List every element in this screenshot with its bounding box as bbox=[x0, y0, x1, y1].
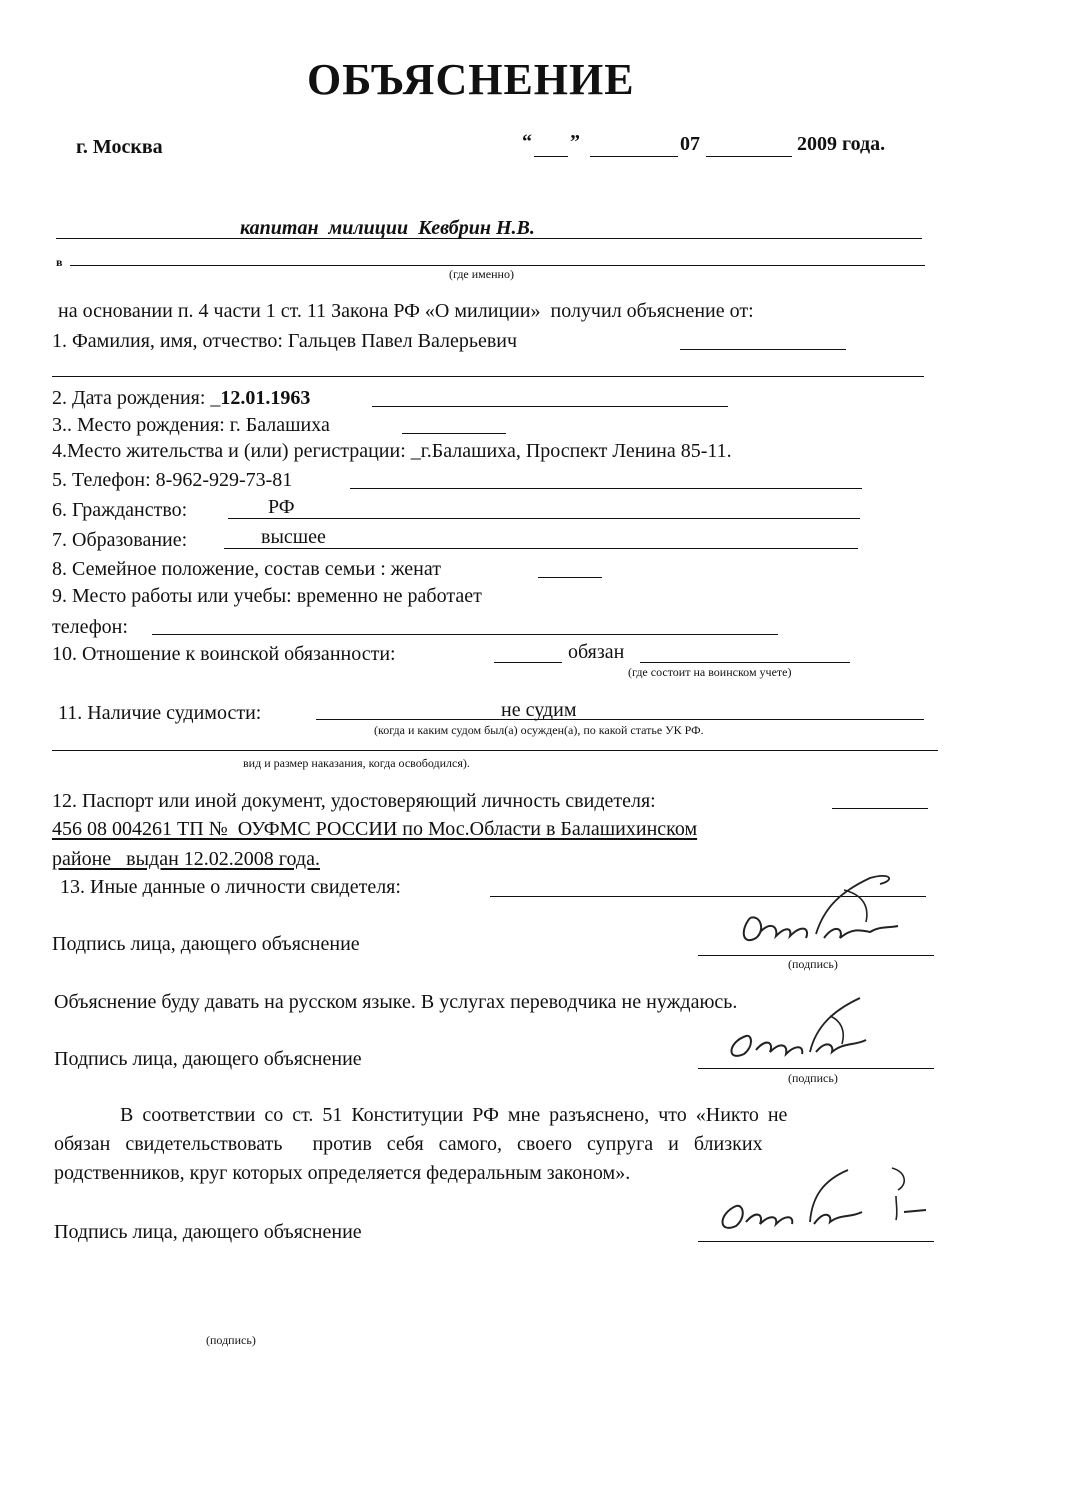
field-11-record-value: не судим bbox=[501, 699, 577, 721]
field-1-line-2 bbox=[52, 376, 924, 377]
date-close-quote: ” bbox=[570, 131, 580, 153]
signature-hint-1: (подпись) bbox=[788, 957, 838, 971]
field-12-document-line-2: районе выдан 12.02.2008 года. bbox=[52, 848, 320, 870]
handwritten-signature-3 bbox=[700, 1154, 930, 1244]
field-10-military-label: 10. Отношение к воинской обязанности: bbox=[52, 643, 396, 665]
field-10-military-value: обязан bbox=[568, 641, 625, 663]
handwritten-signature-2 bbox=[706, 990, 906, 1070]
place-line bbox=[70, 265, 925, 266]
date-open-quote: “ bbox=[522, 131, 532, 153]
field-3-birth-place: 3.. Место рождения: г. Балашиха bbox=[52, 414, 330, 436]
signature-label-2: Подпись лица, дающего объяснение bbox=[54, 1048, 362, 1070]
signature-line-1 bbox=[698, 955, 934, 956]
signature-line-2 bbox=[698, 1068, 934, 1069]
field-2-line bbox=[372, 406, 728, 407]
field-2-birth-date: 2. Дата рождения: _12.01.1963 bbox=[52, 387, 311, 409]
officer-name: капитан милиции Кевбрин Н.В. bbox=[240, 217, 535, 239]
field-1-line bbox=[680, 349, 846, 350]
field-10-line bbox=[640, 662, 850, 663]
officer-line bbox=[56, 238, 922, 239]
date-month-line-left bbox=[590, 156, 678, 157]
date-month: 07 bbox=[680, 133, 700, 155]
field-10-line-short bbox=[494, 662, 562, 663]
field-12-document-label: 12. Паспорт или иной документ, удостоверяющий личность свидетеля: bbox=[52, 790, 656, 812]
signature-label-1: Подпись лица, дающего объяснение bbox=[52, 933, 360, 955]
date-month-line-right bbox=[706, 156, 792, 157]
field-6-line bbox=[228, 518, 860, 519]
field-12-document-line-1: 456 08 004261 ТП № ОУФМС РОССИИ по Мос.Области в Балашихинском bbox=[52, 818, 698, 840]
signature-line-3 bbox=[698, 1241, 934, 1242]
handwritten-signature-1 bbox=[720, 868, 930, 958]
field-12-line bbox=[832, 808, 928, 809]
city: г. Москва bbox=[76, 136, 163, 158]
field-5-line bbox=[350, 488, 862, 489]
field-11-line bbox=[316, 719, 924, 720]
field-8-family: 8. Семейное положение, состав семьи : женат bbox=[52, 558, 441, 580]
field-1-full-name: 1. Фамилия, имя, отчество: Гальцев Павел Валерьевич bbox=[52, 330, 518, 352]
place-prefix: в bbox=[56, 255, 63, 269]
field-7-line bbox=[224, 548, 858, 549]
field-6-citizenship-label: 6. Гражданство: bbox=[52, 499, 193, 521]
constitution-line-3: родственников, круг которых определяется федеральным законом». bbox=[54, 1162, 631, 1184]
field-4-residence: 4.Место жительства и (или) регистрации: _г.Балашиха, Проспект Ленина 85-11. bbox=[52, 440, 732, 462]
field-11-line-2 bbox=[52, 750, 938, 751]
field-6-citizenship-value: РФ bbox=[268, 496, 295, 518]
bottom-signature-hint: (подпись) bbox=[206, 1333, 256, 1347]
date-year: 2009 года. bbox=[797, 133, 886, 155]
field-9-work: 9. Место работы или учебы: временно не работает bbox=[52, 585, 482, 607]
field-11-hint-2: вид и размер наказания, когда освободился). bbox=[243, 756, 470, 770]
field-9-phone-line bbox=[152, 634, 778, 635]
field-11-record-label: 11. Наличие судимости: bbox=[58, 702, 262, 724]
constitution-line-1: В соответствии со ст. 51 Конституции РФ мне разъяснено, что «Никто не bbox=[120, 1104, 788, 1126]
place-hint: (где именно) bbox=[449, 267, 514, 281]
field-11-hint: (когда и каким судом был(а) осужден(а), по какой статье УК РФ. bbox=[374, 723, 704, 737]
date-day-line bbox=[534, 156, 568, 157]
signature-hint-2: (подпись) bbox=[788, 1071, 838, 1085]
field-5-phone: 5. Телефон: 8-962-929-73-81 bbox=[52, 469, 293, 491]
language-statement: Объяснение буду давать на русском языке. В услугах переводчика не нуждаюсь. bbox=[54, 991, 738, 1013]
field-8-line bbox=[538, 577, 602, 578]
document-title: ОБЪЯСНЕНИЕ bbox=[307, 55, 635, 104]
constitution-line-2: обязан свидетельствовать против себя самого, своего супруга и близких bbox=[54, 1133, 763, 1155]
field-3-line bbox=[402, 433, 506, 434]
basis-text: на основании п. 4 части 1 ст. 11 Закона РФ «О милиции» получил объяснение от: bbox=[58, 300, 754, 322]
field-10-hint: (где состоит на воинском учете) bbox=[628, 665, 792, 679]
field-13-other-data: 13. Иные данные о личности свидетеля: bbox=[60, 876, 401, 898]
field-7-education-value: высшее bbox=[261, 526, 326, 548]
field-9-phone-label: телефон: bbox=[52, 616, 128, 638]
field-7-education-label: 7. Образование: bbox=[52, 529, 193, 551]
signature-label-3: Подпись лица, дающего объяснение bbox=[54, 1221, 362, 1243]
